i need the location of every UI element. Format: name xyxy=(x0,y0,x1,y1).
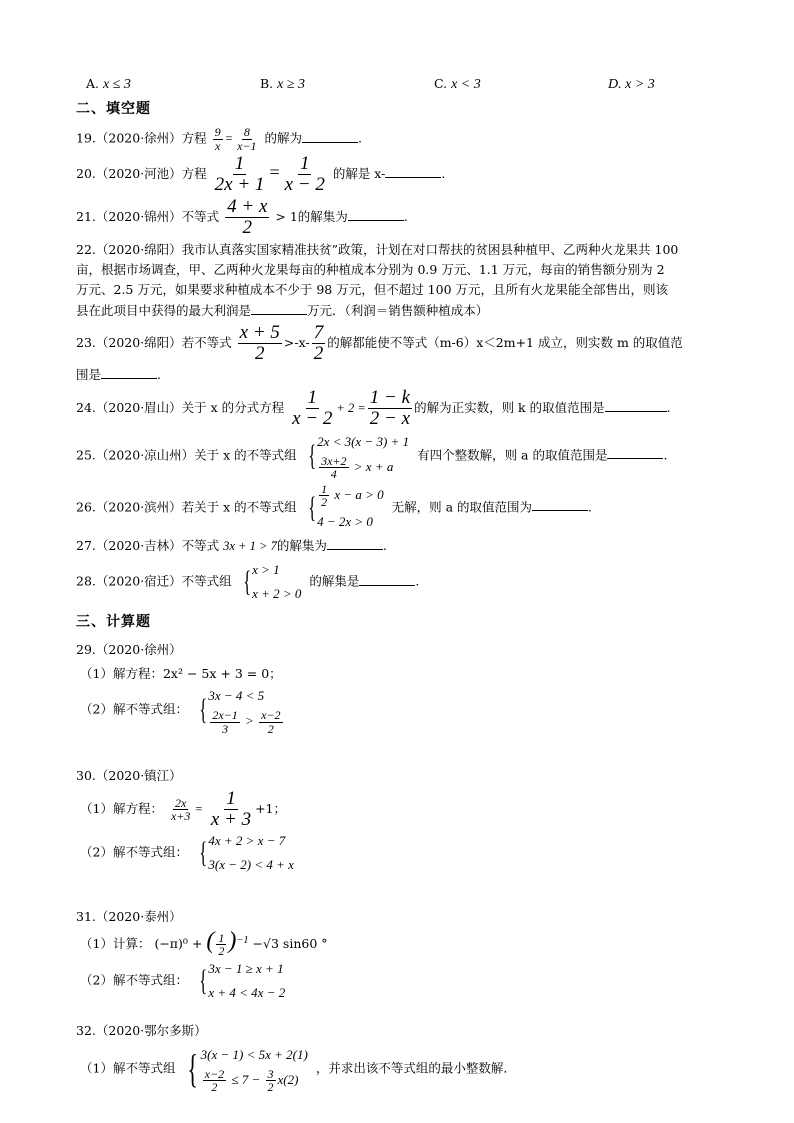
question-30 xyxy=(76,765,716,876)
fraction: $\frac{9}{x}$ xyxy=(214,125,221,153)
question-23: 23.（2020·绵阳）若不等式 $\frac{x + 5}{2}$ >-x- $\frac{7}{2}$ 的解都能使不等式（m-6）x＜2m+1 成立，则实数 m 的取值范 围是 . xyxy=(76,321,683,382)
fraction: $\frac{2x-1}{3}$ xyxy=(212,708,238,736)
question-20: 20.（2020·河池）方程 $\frac{1}{2x + 1}$ = $\frac{1}{x - 2}$ 的解是 x- . xyxy=(76,153,446,196)
worksheet-page xyxy=(76,70,716,1094)
inequality-system: { 3x − 1 ≥ x + 1 x + 4 < 4x − 2 xyxy=(196,958,285,1004)
inequality-system: { 2x < 3(x − 3) + 1 $\frac{3x+2}{4}$ > x + a xyxy=(305,431,409,481)
inequality-system: { 4x + 2 > x − 7 3(x − 2) < 4 + x xyxy=(196,830,294,876)
option-d: D. x > 3 xyxy=(608,77,655,92)
question-part: （2）解不等式组： { 4x + 2 > x − 7 3(x − 2) < 4 + x xyxy=(80,830,716,876)
question-title: 32.（2020·鄂尔多斯） xyxy=(76,1022,207,1038)
answer-blank xyxy=(607,444,663,459)
fraction: $\frac{1}{x - 2}$ xyxy=(292,386,333,429)
option-c: C. x < 3 xyxy=(434,76,481,92)
brace-icon: { xyxy=(187,1045,199,1091)
answer-blank xyxy=(385,163,441,178)
option-b: B. x ≥ 3 xyxy=(260,76,306,92)
question-title: 31.（2020·泰州） xyxy=(76,909,182,925)
brace-icon: { xyxy=(242,565,251,599)
section-title-calc: 三、计算题 xyxy=(76,614,151,631)
fraction: $\frac{2x}{x+3}$ xyxy=(170,795,191,824)
section-title-fill: 二、填空题 xyxy=(76,101,151,117)
answer-blank xyxy=(605,397,667,412)
fraction: $\frac{1}{2x + 1}$ xyxy=(214,153,265,196)
brace-icon: { xyxy=(307,438,316,472)
question-part: （2）解不等式组： { 3x − 1 ≥ x + 1 x + 4 < 4x − 2 xyxy=(80,958,716,1004)
question-25: 25.（2020·凉山州）关于 x 的不等式组 { 2x < 3(x − 3) + 1 $\frac{3x+2}{4}$ > x + a 有四个整数解，则 a 的取值范围是 . xyxy=(76,431,716,481)
question-21: 21.（2020·锦州）不等式 $\frac{4 + x}{2}$ > 1的解集为 . xyxy=(76,196,408,238)
question-part: （2）解不等式组： { 3x − 4 < 5 $\frac{2x-1}{3}$ > $\frac{x-2}{2}$ xyxy=(80,685,716,735)
inequality-system: { x > 1 x + 2 > 0 xyxy=(240,559,302,605)
question-part: （1）计算： (−π)⁰ + ( $\frac{1}{2}$ )$^{-1}$ −√3 sin60 ° xyxy=(80,928,328,959)
question-title: 30.（2020·镇江） xyxy=(76,768,182,784)
question-26: 26.（2020·滨州）若关于 x 的不等式组 { $\frac{1}{2}$ x − a > 0 4 − 2x > 0 无解，则 a 的取值范围为 . xyxy=(76,483,716,533)
answer-blank xyxy=(302,128,358,143)
answer-blank xyxy=(359,571,415,586)
inequality-system: { $\frac{1}{2}$ x − a > 0 4 − 2x > 0 xyxy=(305,483,384,533)
question-22-line: 22.（2020·绵阳）我市认真落实国家精准扶贫”政策，计划在对口帮扶的贫困县种植甲、乙两种火龙果共 100 xyxy=(76,241,679,257)
question-24: 24.（2020·眉山）关于 x 的分式方程 $\frac{1}{x - 2}$ + 2 = $\frac{1 - k}{2 - x}$ 的解为正实数，则 k 的取值范围是 . xyxy=(76,386,671,429)
option-a: A. x ≤ 3 xyxy=(86,76,131,92)
fraction: $\frac{x-2}{2}$ xyxy=(261,708,281,736)
answer-blank xyxy=(251,300,307,315)
question-31 xyxy=(76,906,716,1004)
question-28: 28.（2020·宿迁）不等式组 { x > 1 x + 2 > 0 的解集是 . xyxy=(76,559,716,605)
fraction: $\frac{7}{2}$ xyxy=(313,321,324,364)
answer-blank xyxy=(327,535,383,550)
question-32 xyxy=(76,1020,716,1094)
fraction: $\frac{x + 5}{2}$ xyxy=(239,321,280,364)
question-29 xyxy=(76,639,716,735)
question-27: 27.（2020·吉林）不等式 3x + 1 > 7的解集为 . xyxy=(76,535,716,557)
fraction: $\frac{8}{x-1}$ xyxy=(237,125,257,153)
fraction: $\frac{1 - k}{2 - x}$ xyxy=(369,386,411,429)
question-part: （1）解方程：2x² − 5x + 3 = 0； xyxy=(80,666,282,682)
answer-blank xyxy=(101,364,157,379)
answer-options xyxy=(76,76,716,98)
brace-icon: { xyxy=(199,963,208,997)
inequality-system: { 3x − 4 < 5 $\frac{2x-1}{3}$ > $\frac{x-2}{2}$ xyxy=(196,685,285,735)
question-22 xyxy=(76,240,716,321)
question-part: （1）解方程： $\frac{2x}{x+3}$ = $\frac{1}{x + 3}$ +1； xyxy=(80,788,287,831)
question-22-line: 县在此项目中获得的最大利润是 万元．（利润＝销售额种植成本） xyxy=(76,300,716,321)
question-22-line: 亩，根据市场调查，甲、乙两种火龙果每亩的种植成本分别为 0.9 万元、1.1 万元，每亩的销售额分别为 2 xyxy=(76,261,665,277)
fraction: $\frac{3}{2}$ xyxy=(267,1066,274,1095)
answer-blank xyxy=(348,206,404,221)
question-title: 29.（2020·徐州） xyxy=(76,642,182,658)
inequality-system: { 3(x − 1) < 5x + 2(1) $\frac{x-2}{2}$ ≤ 7 − $\frac{3}{2}$ x(2) xyxy=(183,1044,307,1094)
fraction: $\frac{1}{x - 2}$ xyxy=(284,153,325,196)
brace-icon: { xyxy=(199,836,208,870)
fraction: $\frac{3x+2}{4}$ xyxy=(321,453,347,482)
answer-blank xyxy=(532,496,588,511)
fraction: $\frac{1}{2}$ xyxy=(321,481,328,510)
fraction: $\frac{1}{2}$ xyxy=(218,930,225,959)
question-part: （1）解不等式组 { 3(x − 1) < 5x + 2(1) $\frac{x-2}{2}$ ≤ 7 − $\frac{3}{2}$ x(2) ，并求出该不等式组的最小整数解． xyxy=(80,1044,716,1094)
question-22-line: 万元、2.5 万元，如果要求种植成本不少于 98 万元，但不超过 100 万元，且所有火龙果能全部售出，则该 xyxy=(76,281,669,297)
brace-icon: { xyxy=(199,693,208,727)
fraction: $\frac{4 + x}{2}$ xyxy=(227,196,268,238)
question-19: 19.（2020·徐州）方程 $\frac{9}{x}$ = $\frac{8}{x-1}$ 的解为 . xyxy=(76,125,363,153)
fraction: $\frac{1}{x + 3}$ xyxy=(210,788,252,831)
fraction: $\frac{x-2}{2}$ xyxy=(204,1066,225,1095)
brace-icon: { xyxy=(307,490,316,524)
